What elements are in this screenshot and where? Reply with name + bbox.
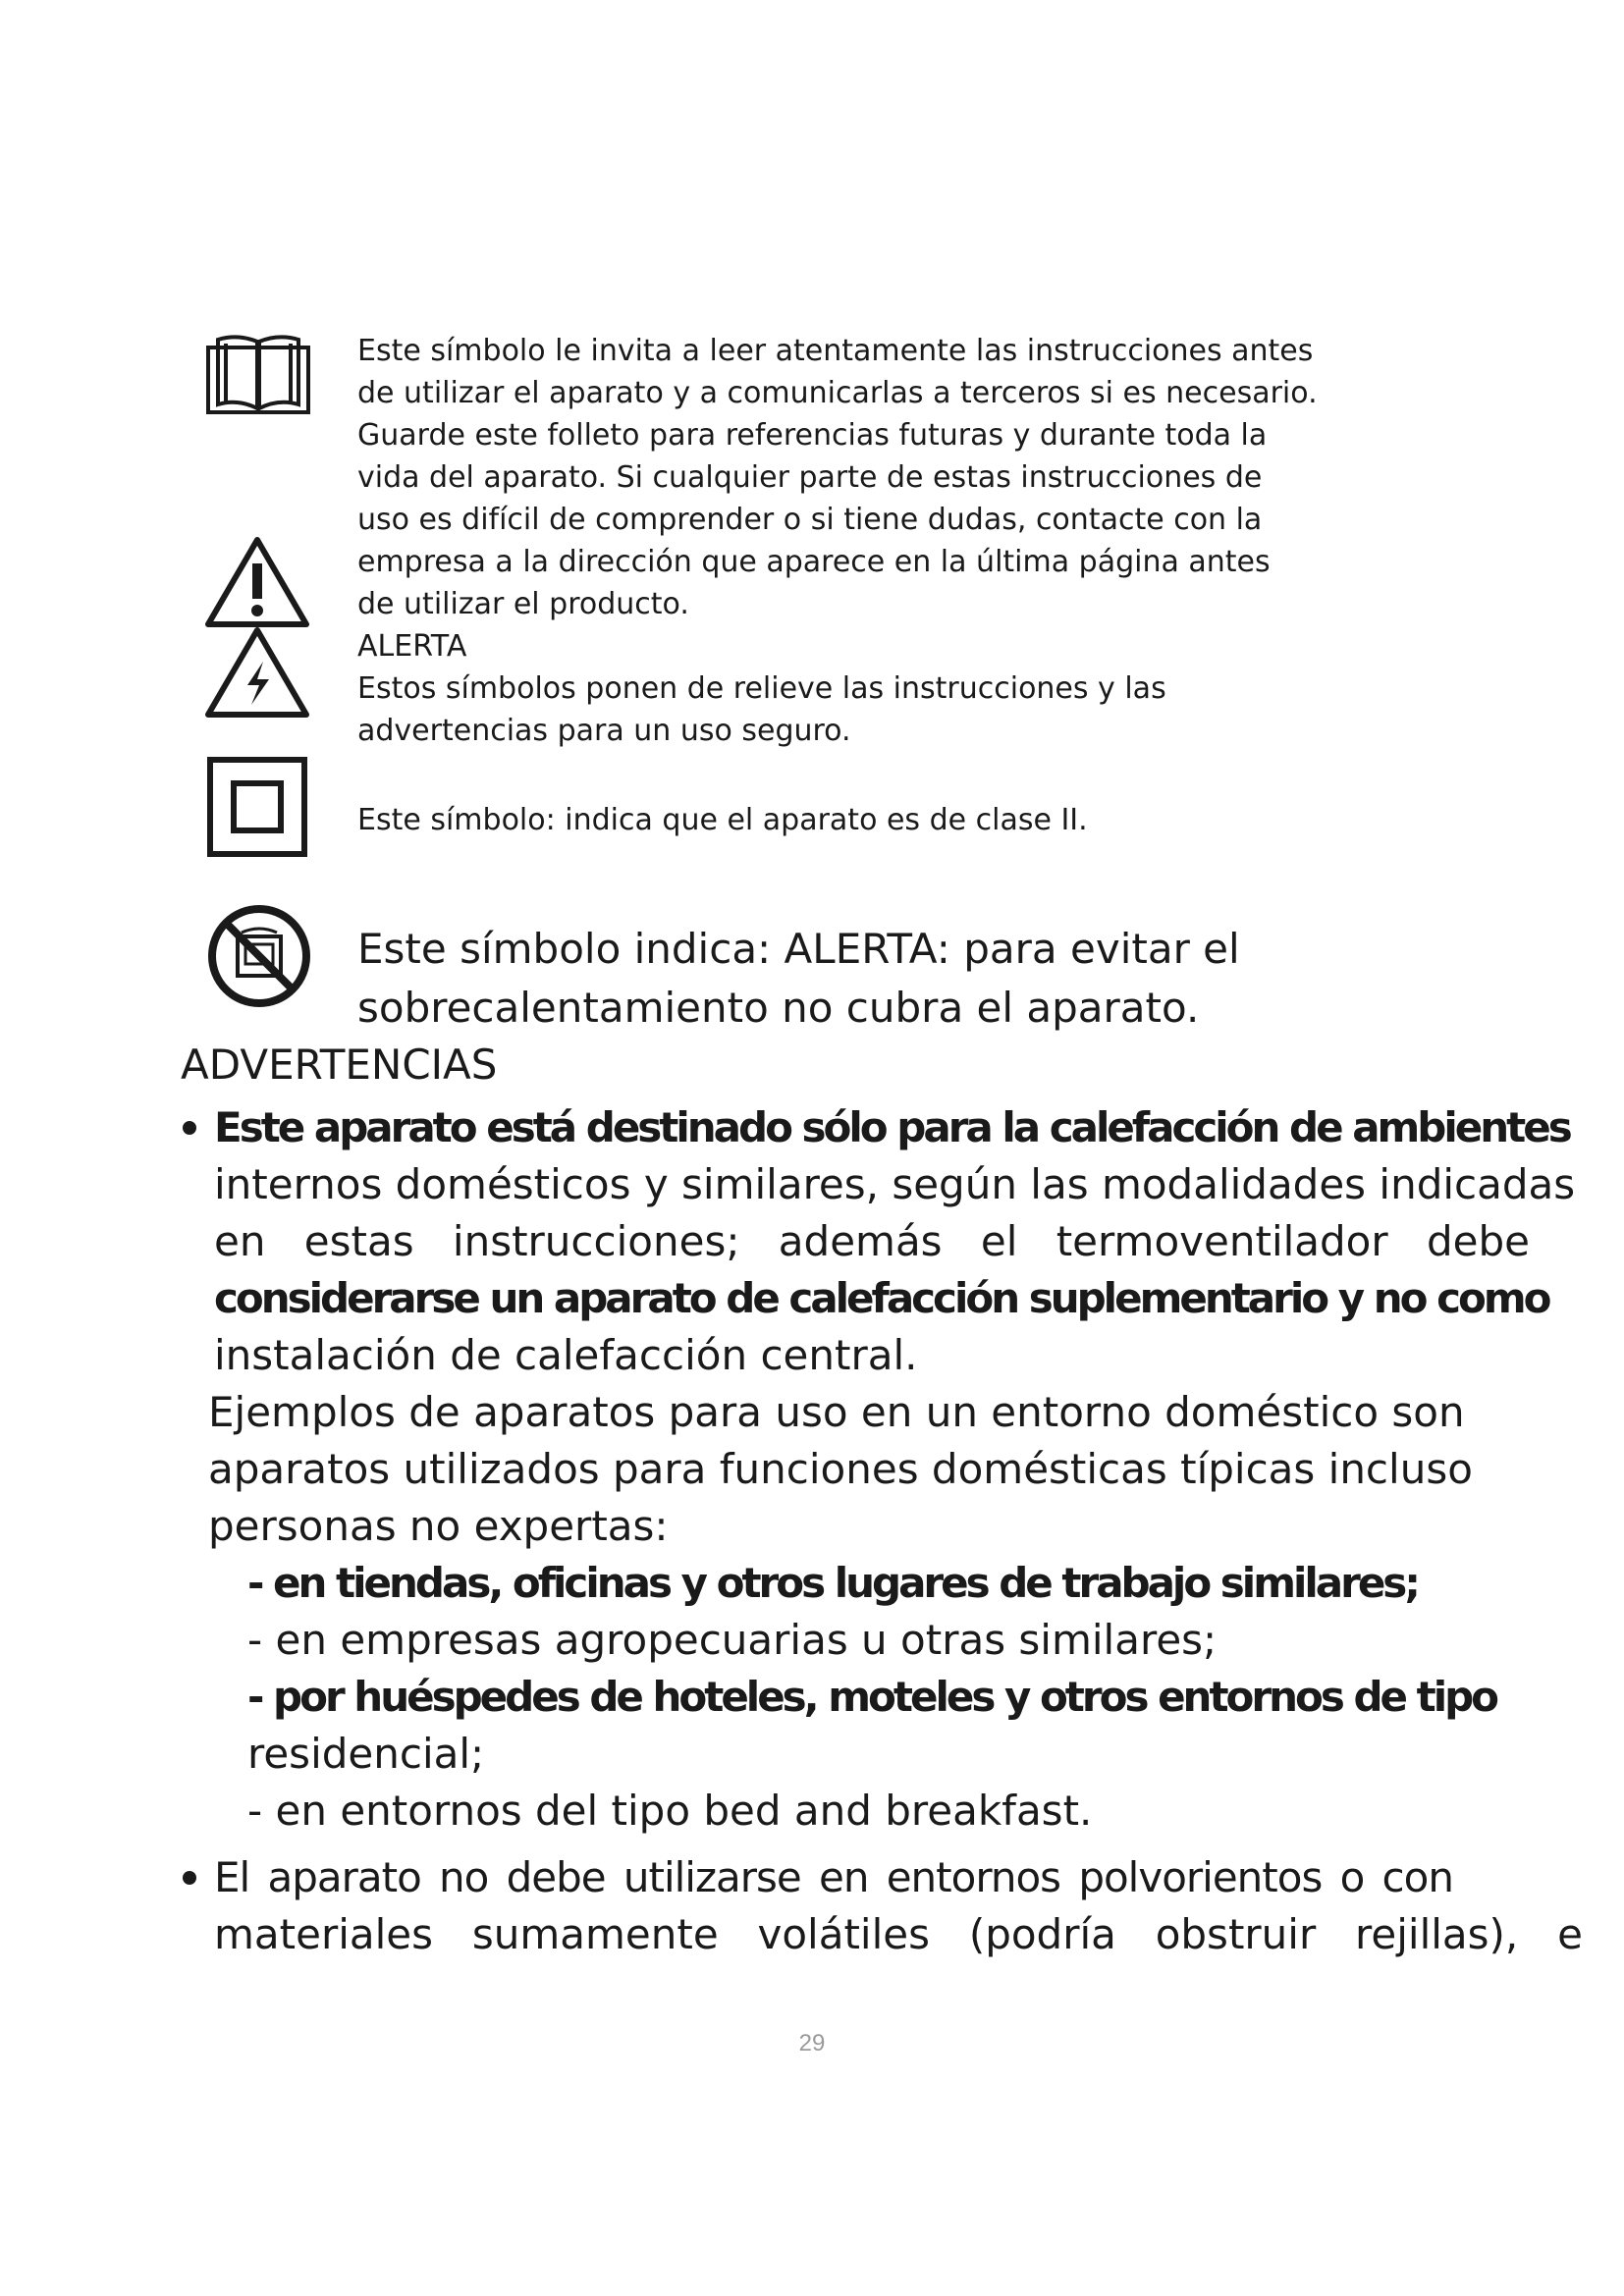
word: utilizarse [623, 1853, 801, 1901]
sub-item-hotels: - por huéspedes de hoteles, moteles y otros entornos de tipo [247, 1673, 1497, 1721]
warning-item1-line3 [214, 1213, 1530, 1270]
word: con [1381, 1853, 1453, 1901]
word: obstruir [1155, 1910, 1317, 1958]
sub-item-shops: - en tiendas, oficinas y otros lugares de trabajo similares; [247, 1559, 1419, 1607]
word: volátiles [757, 1910, 930, 1958]
symbols-line: Este símbolo le invita a leer atentamente las instrucciones antes [357, 334, 1314, 368]
word: debe [1426, 1217, 1530, 1265]
word: estas [303, 1217, 414, 1265]
warning-item1-line5: instalación de calefacción central. [214, 1331, 918, 1379]
word: sumamente [471, 1910, 719, 1958]
sub-item-farms: - en empresas agropecuarias u otras similares; [247, 1616, 1218, 1664]
symbols-line: empresa a la dirección que aparece en la última página antes [357, 545, 1271, 579]
symbols-line: advertencias para un uso seguro. [357, 714, 851, 748]
word: e [1557, 1910, 1583, 1958]
symbols-line: de utilizar el producto. [357, 587, 689, 621]
warning-exclamation-icon [204, 534, 310, 628]
word: además [778, 1217, 943, 1265]
do-not-cover-icon [206, 903, 312, 1009]
word: instrucciones; [452, 1217, 740, 1265]
word: no [439, 1853, 489, 1901]
word: termoventilador [1056, 1217, 1388, 1265]
bullet-icon [183, 1871, 196, 1885]
examples-line3: personas no expertas: [208, 1502, 669, 1550]
warnings-heading: ADVERTENCIAS [181, 1041, 498, 1089]
word: El [214, 1853, 250, 1901]
warning-item1-line2: internos domésticos y similares, según las modalidades indicadas [214, 1160, 1576, 1208]
symbols-line: Guarde este folleto para referencias futuras y durante toda la [357, 418, 1268, 453]
warning-item1-line4: considerarse un aparato de calefacción suplementario y no como [214, 1274, 1549, 1322]
overheat-text-line2: sobrecalentamiento no cubra el aparato. [357, 984, 1200, 1032]
symbols-line: vida del aparato. Si cualquier parte de estas instrucciones de [357, 460, 1263, 495]
alert-label: ALERTA [357, 629, 467, 664]
word: el [980, 1217, 1018, 1265]
word: (podría [968, 1910, 1116, 1958]
symbols-line: de utilizar el aparato y a comunicarlas a terceros si es necesario. [357, 376, 1318, 410]
sub-item-hotels-cont: residencial; [247, 1730, 485, 1778]
warning-item1-line1: Este aparato está destinado sólo para la calefacción de ambientes [214, 1103, 1570, 1151]
word: aparato [267, 1853, 421, 1901]
word: en [214, 1217, 266, 1265]
class-ii-icon [206, 756, 308, 858]
bullet-icon [183, 1121, 196, 1135]
sub-item-bnb: - en entornos del tipo bed and breakfast. [247, 1787, 1093, 1835]
word: en [818, 1853, 869, 1901]
electric-warning-icon [204, 624, 310, 719]
word: polvorientos [1078, 1853, 1323, 1901]
examples-line2: aparatos utilizados para funciones domésticas típicas incluso [208, 1445, 1473, 1493]
overheat-text-line1: Este símbolo indica: ALERTA: para evitar el [357, 925, 1240, 973]
word: entornos [886, 1853, 1061, 1901]
warning-item2-line2 [214, 1906, 1583, 1963]
word: debe [506, 1853, 606, 1901]
class-ii-text: Este símbolo: indica que el aparato es de clase II. [357, 803, 1088, 837]
examples-line1: Ejemplos de aparatos para uso en un entorno doméstico son [208, 1388, 1465, 1436]
warning-item2-line1 [214, 1849, 1453, 1906]
book-icon [204, 334, 312, 416]
symbols-line: Estos símbolos ponen de relieve las instrucciones y las [357, 671, 1166, 706]
symbols-line: uso es difícil de comprender o si tiene dudas, contacte con la [357, 503, 1263, 537]
symbols-explanation [357, 330, 1398, 752]
word: rejillas), [1355, 1910, 1519, 1958]
page-number: 29 [798, 2030, 826, 2056]
word: o [1339, 1853, 1365, 1901]
word: materiales [214, 1910, 434, 1958]
